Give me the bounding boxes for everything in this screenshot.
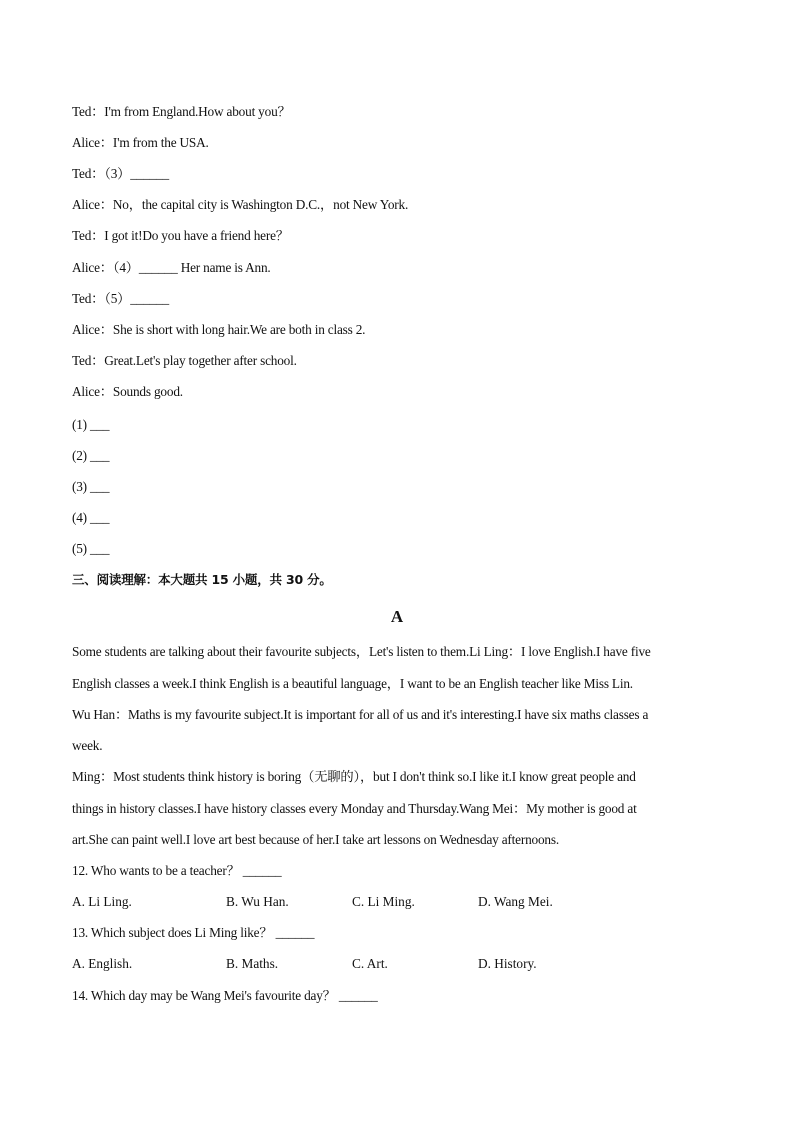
answer-blank: (5) ___ — [72, 541, 110, 556]
question-stem: 13. Which subject does Li Ming like？ ______ — [72, 925, 315, 940]
question-stem: 14. Which day may be Wang Mei's favourite day？ ______ — [72, 988, 378, 1003]
question-stem: 12. Who wants to be a teacher？ ______ — [72, 863, 282, 878]
dialogue-line: Alice：Sounds good. — [72, 384, 183, 399]
dialogue-line: Ted：（3）______ — [72, 166, 169, 181]
answer-option[interactable]: C. Li Ming. — [352, 894, 415, 909]
dialogue-line: Alice：I'm from the USA. — [72, 135, 209, 150]
passage-line: Ming：Most students think history is boring（无聊的），but I don't think so.I like it.I know great people and — [72, 769, 636, 784]
dialogue-line: Alice：No，the capital city is Washington D.C.，not New York. — [72, 197, 409, 212]
answer-option[interactable]: B. Wu Han. — [226, 894, 289, 909]
answer-blank: (3) ___ — [72, 479, 110, 494]
answer-option[interactable]: B. Maths. — [226, 956, 279, 971]
passage-line: week. — [72, 738, 103, 753]
answer-option[interactable]: D. History. — [478, 956, 537, 971]
passage-title: A — [390, 607, 404, 626]
passage-line: things in history classes.I have history classes every Monday and Thursday.Wang Mei：My mother is good at — [72, 801, 637, 816]
passage-line: Some students are talking about their favourite subjects，Let's listen to them.Li Ling：I love English.I have five — [72, 644, 651, 659]
answer-option[interactable]: A. English. — [72, 956, 133, 971]
answer-option[interactable]: D. Wang Mei. — [478, 894, 553, 909]
answer-blank: (4) ___ — [72, 510, 110, 525]
passage-line: Wu Han：Maths is my favourite subject.It is important for all of us and it's interesting.I have six maths classes a — [72, 707, 649, 722]
answer-option[interactable]: C. Art. — [352, 956, 388, 971]
answer-blank: (1) ___ — [72, 417, 110, 432]
dialogue-line: Ted：I'm from England.How about you？ — [72, 104, 291, 119]
answer-blank: (2) ___ — [72, 448, 110, 463]
dialogue-line: Ted：（5）______ — [72, 291, 169, 306]
dialogue-line: Ted：I got it!Do you have a friend here？ — [72, 228, 289, 243]
answer-option[interactable]: A. Li Ling. — [72, 894, 132, 909]
dialogue-line: Alice：（4）______ Her name is Ann. — [72, 260, 271, 275]
section-heading: 三、阅读理解：本大题共 15 小题，共 30 分。 — [72, 572, 332, 587]
dialogue-line: Alice：She is short with long hair.We are both in class 2. — [72, 322, 366, 337]
dialogue-line: Ted：Great.Let's play together after school. — [72, 353, 297, 368]
passage-line: English classes a week.I think English is a beautiful language，I want to be an English teacher like Miss Lin. — [72, 676, 633, 691]
passage-line: art.She can paint well.I love art best because of her.I take art lessons on Wednesday afternoons. — [72, 832, 559, 847]
